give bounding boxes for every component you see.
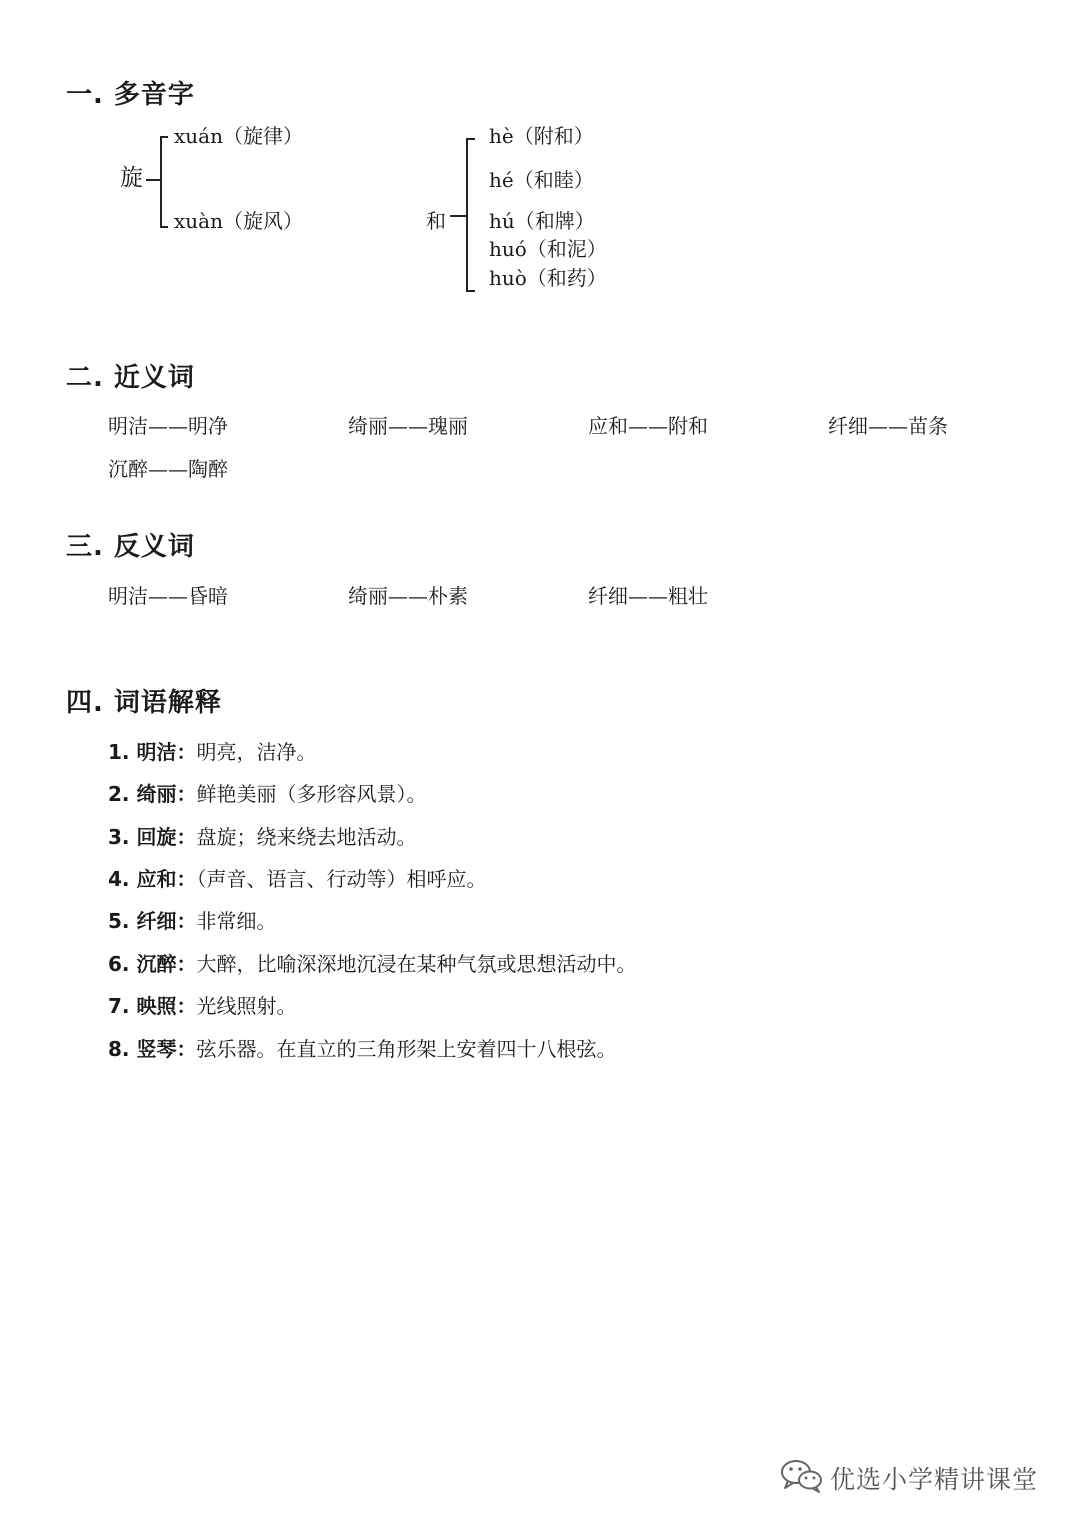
bracket-tip-bottom <box>160 226 168 228</box>
definition-term: 1. 明洁： <box>108 740 197 764</box>
antonym-pair: 明洁——昏暗 <box>108 584 228 608</box>
section-title-polyphones: 一. 多音字 <box>66 80 195 110</box>
bracket <box>160 136 162 228</box>
reading: xuàn（旋风） <box>174 209 303 233</box>
antonym-pair: 绮丽——朴素 <box>348 584 468 608</box>
antonym-pair: 纤细——粗壮 <box>588 584 708 608</box>
definition-item <box>108 994 296 1018</box>
reading: hè（附和） <box>489 124 594 148</box>
definition-term: 4. 应和： <box>108 867 197 891</box>
definition-item <box>108 909 276 933</box>
reading: hé（和睦） <box>489 168 594 192</box>
reading: huò（和药） <box>489 266 607 290</box>
section-title-synonyms: 二. 近义词 <box>66 363 195 393</box>
definition-item <box>108 782 426 806</box>
definition-text: 弦乐器。在直立的三角形架上安着四十八根弦。 <box>196 1037 617 1061</box>
bracket-tip-top <box>160 136 168 138</box>
definition-item <box>108 1037 616 1061</box>
definition-term: 5. 纤细： <box>108 909 197 933</box>
definition-term: 3. 回旋： <box>108 825 197 849</box>
synonym-pair: 纤细——苗条 <box>828 414 948 438</box>
polyphone-char: 和 <box>426 209 446 233</box>
synonym-pair: 绮丽——瑰丽 <box>348 414 468 438</box>
reading: xuán（旋律） <box>174 124 303 148</box>
bracket-stem <box>450 215 466 217</box>
section-title-antonyms: 三. 反义词 <box>66 532 195 562</box>
definition-item <box>108 867 486 891</box>
reading: huó（和泥） <box>489 237 607 261</box>
definition-text: 盘旋；绕来绕去地活动。 <box>196 825 417 849</box>
bracket <box>466 138 468 292</box>
section-title-definitions: 四. 词语解释 <box>66 688 222 718</box>
synonym-pair: 沉醉——陶醉 <box>108 457 228 481</box>
synonym-pair: 明洁——明净 <box>108 414 228 438</box>
definition-term: 2. 绮丽： <box>108 782 197 806</box>
definition-term: 7. 映照： <box>108 994 197 1018</box>
synonym-pair: 应和——附和 <box>588 414 708 438</box>
definition-term: 8. 竖琴： <box>108 1037 197 1061</box>
definition-item <box>108 740 316 764</box>
reading: hú（和牌） <box>489 209 595 233</box>
bracket-tip-top <box>466 138 475 140</box>
watermark-text: 优选小学精讲课堂 <box>830 1465 1039 1494</box>
polyphone-char: 旋 <box>120 165 143 191</box>
definition-text: 非常细。 <box>196 909 277 933</box>
wechat-icon <box>780 1458 824 1498</box>
bracket-tip-bottom <box>466 290 475 292</box>
definition-term: 6. 沉醉： <box>108 952 197 976</box>
definition-text: 大醉，比喻深深地沉浸在某种气氛或思想活动中。 <box>196 952 637 976</box>
definition-item <box>108 952 636 976</box>
definition-text: 明亮，洁净。 <box>196 740 317 764</box>
definition-text: 鲜艳美丽（多形容风景）。 <box>196 782 427 806</box>
definition-text: 光线照射。 <box>196 994 297 1018</box>
definition-item <box>108 825 416 849</box>
bracket-stem <box>146 179 160 181</box>
watermark <box>780 1458 1038 1498</box>
definition-text: （声音、语言、行动等）相呼应。 <box>196 867 487 891</box>
